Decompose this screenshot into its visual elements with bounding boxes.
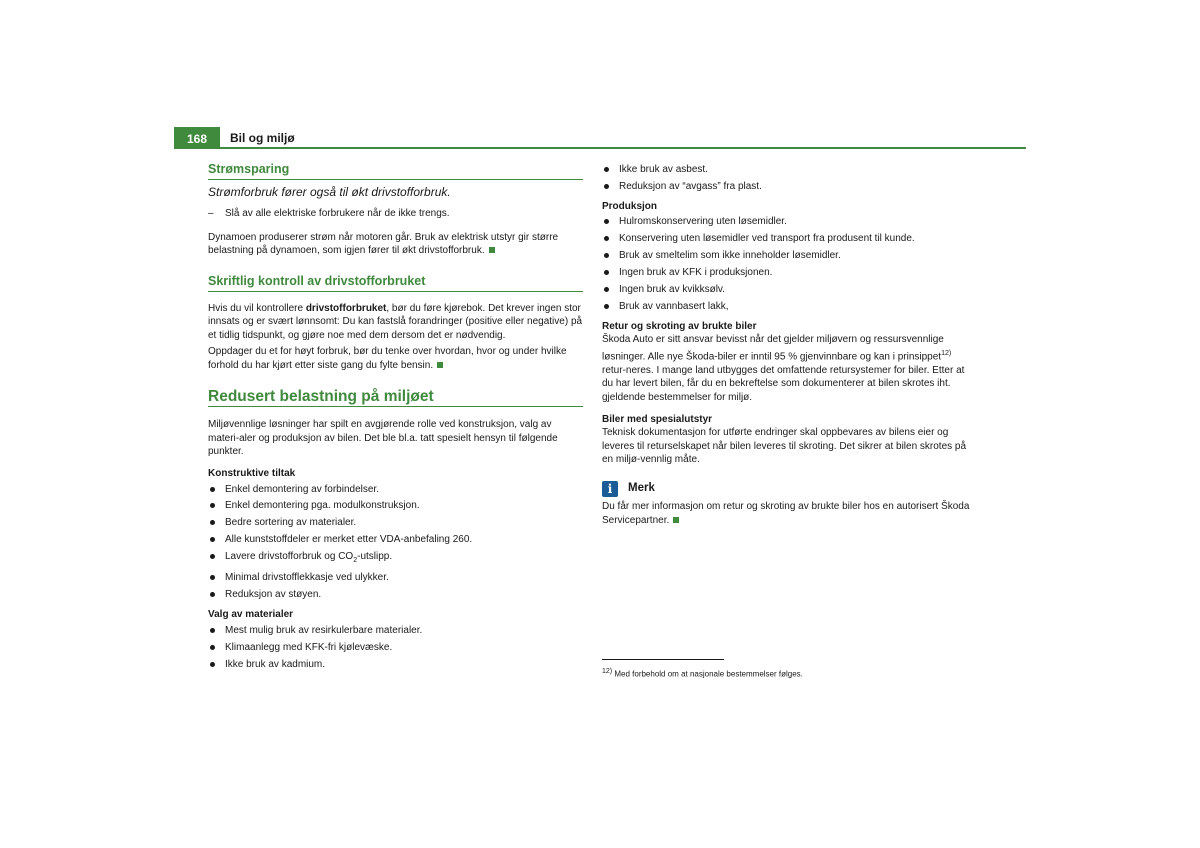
paragraph-text: Oppdager du et for høyt forbruk, bør du tenke over hvordan, hvor og under hvilke forhold du har kjørt etter siste gang du fylte bensin. [208,346,567,371]
list-item: Ikke bruk av asbest. [602,163,977,177]
list-item: Hulromskonservering uten løsemidler. [602,215,977,229]
footnote-rule [602,659,724,660]
footnote-ref: 12) [941,349,952,357]
list-item: Bruk av vannbasert lakk, [602,300,977,314]
list-item: Reduksjon av støyen. [208,588,583,602]
end-of-section-icon [489,247,495,253]
paragraph-text: Du får mer informasjon om retur og skroting av brukte biler hos en autorisert Škoda Servicepartner. [602,500,970,526]
note-text [602,500,977,527]
list-item-text: Lavere drivstofforbruk og CO [225,551,354,563]
note-title: Merk [628,482,655,495]
list-item: Ikke bruk av kadmium. [208,658,583,672]
list-item: Enkel demontering pga. modulkonstruksjon. [208,499,583,513]
list-item: Ingen bruk av kvikksølv. [602,283,977,297]
paragraph-text: Hvis du vil kontrollere [208,302,306,314]
note-header [602,481,977,497]
list-item: Bruk av smeltelim som ikke inneholder løsemidler. [602,249,977,263]
list-item [208,550,583,568]
paragraph [208,231,583,258]
list-item: Klimaanlegg med KFK-fri kjølevæske. [208,641,583,655]
subheading-konstruktive: Konstruktive tiltak [208,467,296,479]
section-lead: Strømforbruk fører også til økt drivstofforbruk. [208,184,451,199]
list-item: Alle kunststoffdeler er merket etter VDA-anbefaling 260. [208,533,583,547]
step-item [208,207,583,221]
section-title-stromsparing: Strømsparing [208,163,583,180]
paragraph-text: retur-neres. I mange land utbygges det omfattende retursystemer for biler. Etter at du har levert bilen, får du en bekreftelse som dokumenterer at bilen skrotes iht. gjeldende bestemmelser for miljø. [602,364,965,403]
list-item: Enkel demontering av forbindelser. [208,483,583,497]
subheading-spesial: Biler med spesialutstyr [602,413,713,425]
end-of-section-icon [673,517,679,523]
paragraph [208,345,583,372]
right-column [602,163,977,527]
paragraph [208,302,583,343]
subheading-produksjon: Produksjon [602,200,658,212]
footnote-text: Med forbehold om at nasjonale bestemmelser følges. [614,669,803,679]
list-item: Konservering uten løsemidler ved transport fra produsent til kunde. [602,232,977,246]
paragraph: Miljøvennlige løsninger har spilt en avgjørende rolle ved konstruksjon, valg av materi-aler og produksjon av bilen. Det ble bl.a. tatt spesielt hensyn til følgende punkter. [208,419,558,458]
subheading-materialer: Valg av materialer [208,609,294,620]
list-item: Ingen bruk av KFK i produksjonen. [602,266,977,280]
subheading-retur: Retur og skroting av brukte biler [602,320,757,332]
paragraph-text: , bør du føre kjørebok. Det krever ingen stor innsats og er svært lønnsomt: Du kan fastslå forandringer (positive eller negative) på et tidlig tidspunkt, og gjøre noe med dem dersom det er nødvendig. [208,302,583,341]
section-title-miljo: Redusert belastning på miljøet [208,390,583,408]
end-of-section-icon [437,362,443,368]
list-item: Mest mulig bruk av resirkulerbare materialer. [208,624,583,638]
footnote-marker: 12) [602,668,613,675]
page-number: 168 [174,127,220,149]
page-header [174,127,1026,149]
step-text: Slå av alle elektriske forbrukere når de ikke trengs. [225,208,450,220]
paragraph [602,333,977,404]
footnote [602,666,803,680]
paragraph-text: Škoda Auto er sitt ansvar bevisst når det gjelder miljøvern og ressursvennlige løsninger. Alle nye Škoda-biler er inntil 95 % gjenvinnbare og kan i prinsippet [602,334,944,363]
list-item: Reduksjon av “avgass” fra plast. [602,180,977,194]
info-icon: i [602,481,618,497]
paragraph: Teknisk dokumentasjon for utførte endringer skal oppbevares av bilens eier og leveres til returselskapet når bilen leveres til skroting. Det sikrer at bilen skrotes på en miljø-vennlig måte. [602,427,967,466]
list-item: Minimal drivstofflekkasje ved ulykker. [208,571,583,585]
list-item: Bedre sortering av materialer. [208,516,583,530]
chapter-title: Bil og miljø [230,131,295,145]
list-item-text: -utslipp. [357,551,393,563]
bold-term: drivstofforbruket [305,302,387,314]
paragraph-text: Dynamoen produserer strøm når motoren går. Bruk av elektrisk utstyr gir større belastning på dynamoen, som igjen fører til økt drivstofforbruk. [208,231,559,257]
subscript: 2 [353,557,358,565]
header-rule [174,147,1026,149]
left-column [208,163,583,675]
section-title-kontroll: Skriftlig kontroll av drivstofforbruket [208,275,583,292]
